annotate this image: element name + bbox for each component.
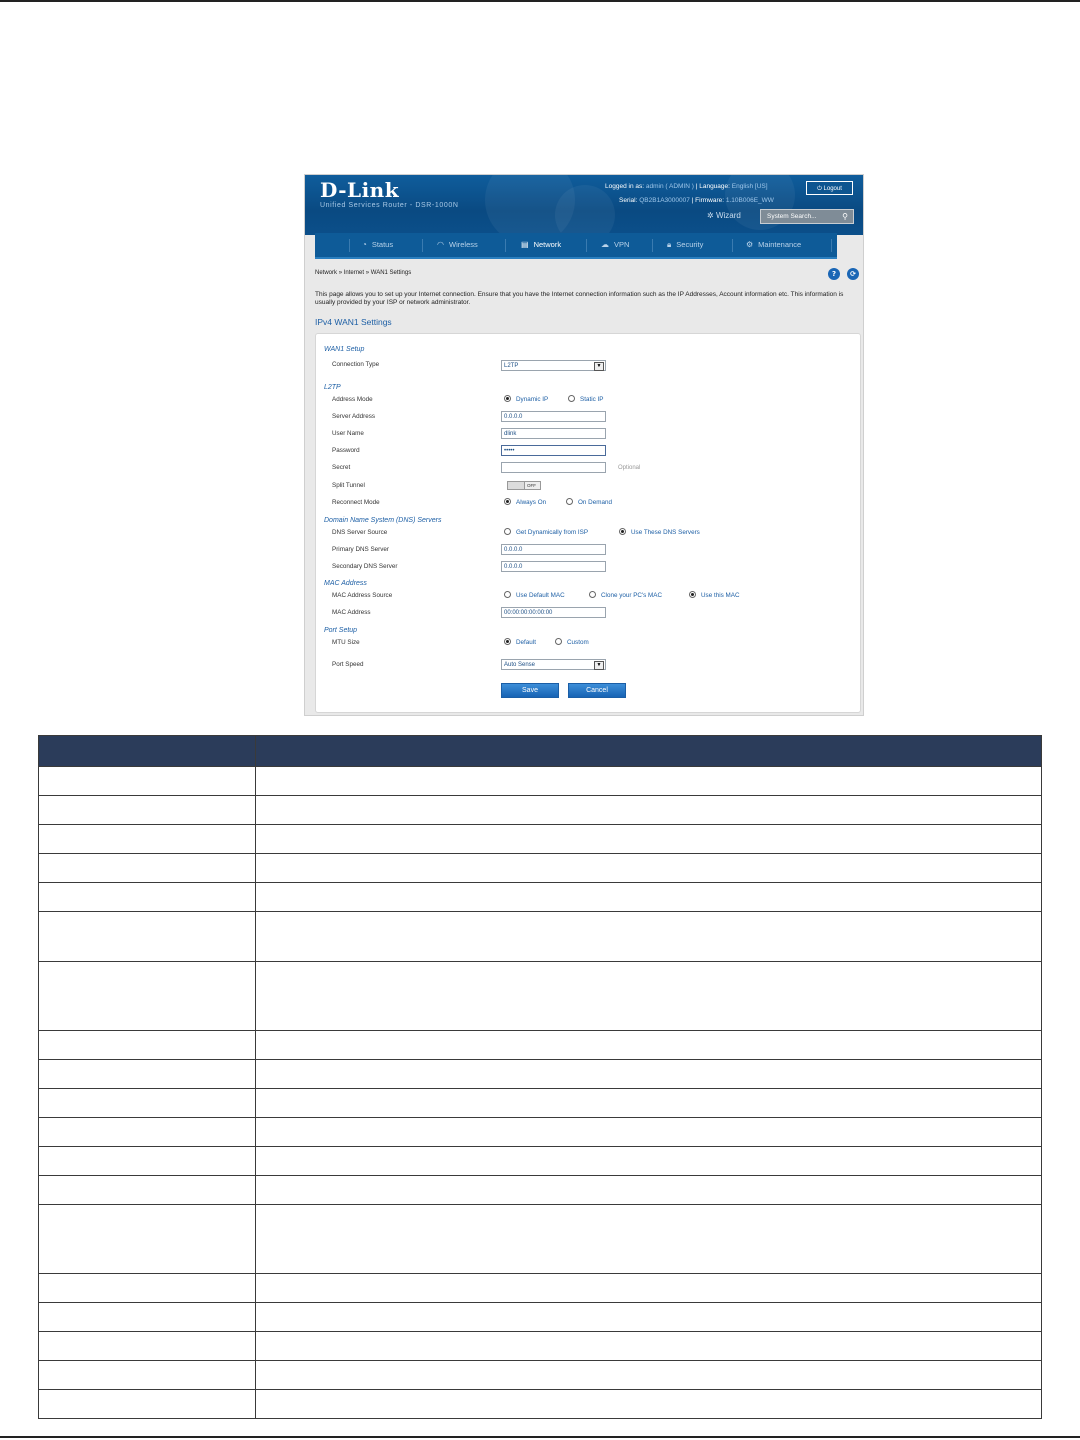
group-port-setup: Port Setup (324, 627, 358, 634)
radio-always-on[interactable]: Always On (504, 499, 546, 506)
table-row (39, 796, 1042, 825)
product-subtitle: Unified Services Router - DSR-1000N (320, 202, 459, 209)
radio-dynamic-ip[interactable]: Dynamic IP (504, 396, 548, 403)
router-screenshot (304, 174, 864, 716)
table-row (39, 1390, 1042, 1419)
table-cell (256, 1274, 1042, 1303)
reconnect-mode-label: Reconnect Mode (332, 499, 380, 506)
table-cell (256, 1205, 1042, 1274)
split-tunnel-toggle[interactable]: OFF (507, 481, 541, 490)
mac-address-label: MAC Address (332, 609, 371, 616)
table-cell (256, 1031, 1042, 1060)
table-row (39, 1176, 1042, 1205)
table-row (39, 1118, 1042, 1147)
table-row (39, 1031, 1042, 1060)
header-banner (305, 175, 863, 235)
group-wan-setup: WAN1 Setup (324, 346, 365, 353)
mtu-size-label: MTU Size (332, 639, 360, 646)
wifi-icon: ◠ (437, 240, 444, 249)
table-cell (39, 1361, 256, 1390)
password-label: Password (332, 447, 360, 454)
user-name-input[interactable]: dlink (501, 428, 606, 439)
language-link[interactable]: English [US] (731, 183, 768, 190)
wizard-link[interactable]: ✲ Wizard (707, 211, 741, 220)
table-cell (39, 1303, 256, 1332)
table-cell (39, 1089, 256, 1118)
table-row (39, 912, 1042, 962)
group-l2tp: L2TP (324, 384, 341, 391)
group-mac: MAC Address (324, 580, 367, 587)
description-table (38, 735, 1042, 1419)
table-row (39, 825, 1042, 854)
settings-panel (315, 333, 861, 713)
breadcrumb: Network » Internet » WAN1 Settings (315, 270, 412, 276)
table-cell (256, 1060, 1042, 1089)
secret-hint: Optional (618, 465, 641, 471)
radio-mtu-custom[interactable]: Custom (555, 639, 589, 646)
table-cell (256, 1176, 1042, 1205)
table-row (39, 854, 1042, 883)
logout-button[interactable]: ⏻ Logout (806, 181, 853, 195)
split-tunnel-label: Split Tunnel (332, 482, 365, 489)
table-row (39, 1361, 1042, 1390)
save-button[interactable]: Save (501, 683, 559, 698)
primary-dns-input[interactable]: 0.0.0.0 (501, 544, 606, 555)
radio-clone-mac[interactable]: Clone your PC's MAC (589, 592, 662, 599)
secret-label: Secret (332, 464, 351, 471)
table-cell (256, 1361, 1042, 1390)
breadcrumb-current: WAN1 Settings (370, 270, 412, 276)
group-dns: Domain Name System (DNS) Servers (324, 517, 442, 524)
server-icon: ▤ (521, 240, 529, 249)
table-cell (39, 962, 256, 1031)
top-rule (0, 0, 1080, 2)
table-header-cell (39, 736, 256, 767)
table-cell (39, 1060, 256, 1089)
nav-wireless[interactable]: ◠ Wireless (437, 240, 478, 249)
secondary-dns-label: Secondary DNS Server (332, 563, 398, 570)
server-address-input[interactable]: 0.0.0.0 (501, 411, 606, 422)
table-cell (256, 1118, 1042, 1147)
cloud-lock-icon: ☁ (601, 240, 609, 249)
gears-icon: ⚙ (746, 240, 754, 249)
port-speed-label: Port Speed (332, 661, 364, 668)
primary-dns-label: Primary DNS Server (332, 546, 390, 553)
connection-type-label: Connection Type (332, 361, 380, 368)
radio-mtu-default[interactable]: Default (504, 639, 536, 646)
table-cell (39, 825, 256, 854)
system-search-input[interactable]: System Search... ⚲ (760, 209, 854, 224)
table-cell (256, 1390, 1042, 1419)
logged-in-user: admin ( ADMIN ) (645, 183, 694, 190)
secret-input[interactable] (501, 462, 606, 473)
dlink-logo: D-Link (320, 178, 400, 202)
radio-static-ip[interactable]: Static IP (568, 396, 603, 403)
search-icon: ⚲ (842, 212, 848, 221)
radio-dns-use-these[interactable]: Use These DNS Servers (619, 529, 700, 536)
table-row (39, 1205, 1042, 1274)
breadcrumb-internet[interactable]: Internet (343, 270, 365, 276)
nav-vpn[interactable]: ☁ VPN (601, 240, 630, 249)
table-row (39, 1274, 1042, 1303)
table-row (39, 1060, 1042, 1089)
radio-on-demand[interactable]: On Demand (566, 499, 612, 506)
table-cell (256, 1332, 1042, 1361)
table-cell (256, 962, 1042, 1031)
table-cell (256, 825, 1042, 854)
server-address-label: Server Address (332, 413, 376, 420)
table-cell (39, 1147, 256, 1176)
help-icon[interactable]: ? (828, 268, 840, 280)
nav-maintenance[interactable]: ⚙ Maintenance (746, 240, 802, 249)
table-cell (39, 1274, 256, 1303)
page-title: IPv4 WAN1 Settings (315, 317, 392, 327)
table-cell (256, 912, 1042, 962)
address-mode-label: Address Mode (332, 396, 373, 403)
dns-source-label: DNS Server Source (332, 529, 388, 536)
nav-network[interactable]: ▤ Network (521, 240, 562, 249)
table-row (39, 1332, 1042, 1361)
login-info: Logged in as: admin ( ADMIN ) | Language: English [US] (605, 183, 768, 190)
mac-source-label: MAC Address Source (332, 592, 393, 599)
table-cell (39, 767, 256, 796)
refresh-icon[interactable]: ⟳ (847, 268, 859, 280)
power-icon: ⏻ (817, 186, 824, 192)
main-nav (315, 233, 837, 259)
mac-address-input[interactable]: 00:00:00:00:00:00 (501, 607, 606, 618)
table-cell (256, 883, 1042, 912)
table-cell (39, 1332, 256, 1361)
table-cell (39, 883, 256, 912)
table-cell (256, 1147, 1042, 1176)
cancel-button[interactable]: Cancel (568, 683, 626, 698)
table-row (39, 1147, 1042, 1176)
table-cell (39, 912, 256, 962)
table-header-row (39, 736, 1042, 767)
intro-text: This page allows you to set up your Internet connection. Ensure that you have the Internet connection information such as the IP Addresses, Account information etc. This information is usually provided by your ISP or network administrator. (315, 291, 844, 306)
bottom-rule (0, 1436, 1080, 1438)
table-row (39, 962, 1042, 1031)
table-cell (39, 854, 256, 883)
table-cell (39, 1390, 256, 1419)
table-cell (256, 767, 1042, 796)
chevron-down-icon: ▼ (594, 661, 604, 670)
nav-status[interactable]: ◔ Status (362, 240, 394, 249)
password-input[interactable]: ••••• (501, 445, 606, 456)
gauge-icon: ◔ (362, 240, 367, 249)
table-cell (39, 1205, 256, 1274)
radio-default-mac[interactable]: Use Default MAC (504, 592, 565, 599)
radio-dns-dynamic[interactable]: Get Dynamically from ISP (504, 529, 588, 536)
table-cell (256, 1089, 1042, 1118)
radio-use-this-mac[interactable]: Use this MAC (689, 592, 740, 599)
table-cell (256, 796, 1042, 825)
table-row (39, 1303, 1042, 1332)
table-row (39, 883, 1042, 912)
table-row (39, 767, 1042, 796)
secondary-dns-input[interactable]: 0.0.0.0 (501, 561, 606, 572)
table-cell (39, 796, 256, 825)
table-row (39, 1089, 1042, 1118)
serial-info: Serial: QB2B1A3000007 | Firmware: 1.10B006E_WW (619, 197, 774, 204)
connection-type-select[interactable]: L2TP ▼ (501, 360, 606, 371)
table-cell (39, 1176, 256, 1205)
table-cell (256, 1303, 1042, 1332)
chevron-down-icon: ▼ (594, 362, 604, 371)
table-header-cell (256, 736, 1042, 767)
table-cell (256, 854, 1042, 883)
port-speed-select[interactable]: Auto Sense ▼ (501, 659, 606, 670)
table-cell (39, 1118, 256, 1147)
lock-icon: 🔒︎ (667, 240, 672, 249)
wand-icon: ✲ (707, 211, 716, 220)
user-name-label: User Name (332, 430, 364, 437)
nav-security[interactable]: 🔒︎ Security (667, 240, 704, 249)
breadcrumb-network[interactable]: Network (315, 270, 338, 276)
table-cell (39, 1031, 256, 1060)
